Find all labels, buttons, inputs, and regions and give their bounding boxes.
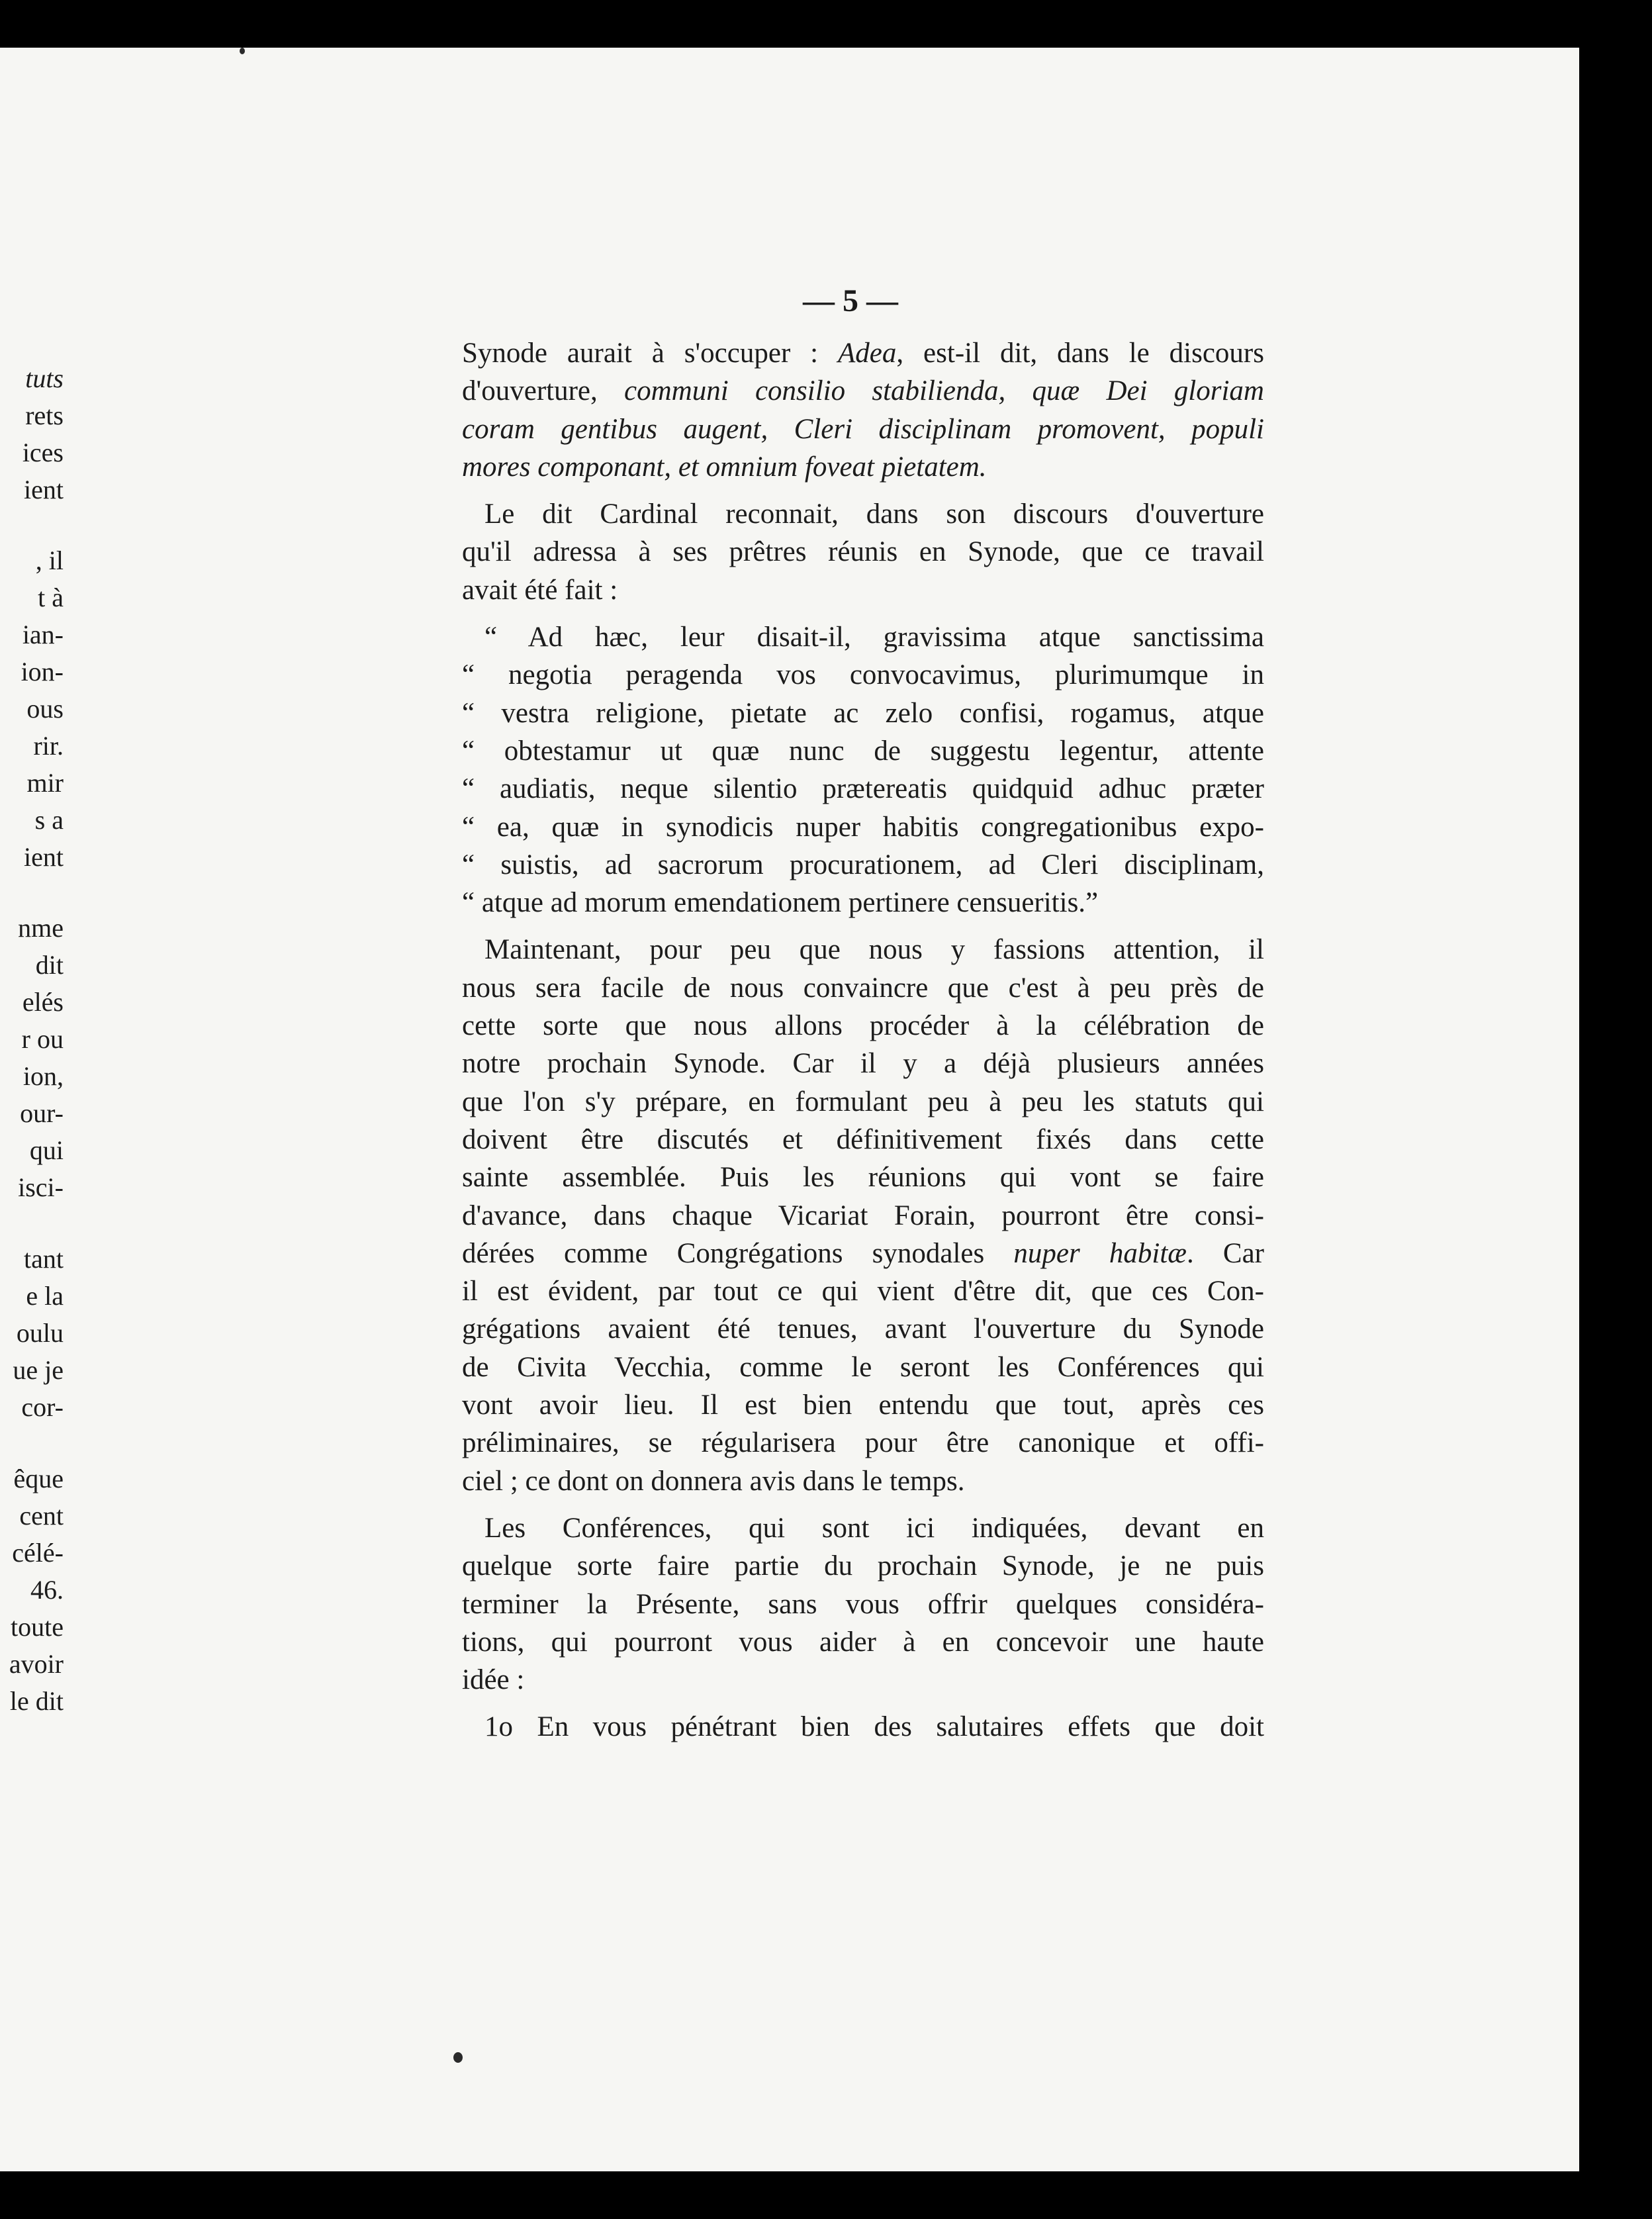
left-fragment: le dit	[9, 1686, 64, 1716]
left-fragment: our-	[20, 1098, 64, 1128]
left-fragment: t à	[38, 583, 64, 612]
text-line: vont avoir lieu. Il est bien entendu que tout, après ces	[462, 1390, 1264, 1421]
text-line: avait été fait :	[462, 574, 618, 606]
text-line: doivent être discutés et définitivement fixés dans cette	[462, 1123, 1264, 1155]
left-fragment: tuts	[25, 363, 64, 393]
text-line: terminer la Présente, sans vous offrir quelques considéra-	[462, 1588, 1264, 1620]
text-line: Synode aurait à s'occuper : Adea, est-il dit, dans le discours	[462, 338, 1264, 369]
left-fragment: elés	[22, 987, 64, 1017]
text-line: “ ea, quæ in synodicis nuper habitis congregationibus expo-	[462, 811, 1264, 843]
left-fragment: avoir	[9, 1649, 64, 1679]
text-line: “ audiatis, neque silentio prætereatis quidquid adhuc præter	[462, 773, 1264, 805]
left-fragment: e la	[26, 1281, 64, 1311]
left-fragment: dit	[35, 950, 64, 980]
left-fragment: 46.	[30, 1575, 64, 1605]
left-fragment: cent	[19, 1501, 64, 1531]
left-fragment: qui	[29, 1135, 64, 1165]
paragraph-gap	[462, 1699, 1264, 1708]
paragraph-gap	[462, 1500, 1264, 1509]
text-line: idée :	[462, 1664, 525, 1696]
text-line: qu'il adressa à ses prêtres réunis en Synode, que ce travail	[462, 536, 1264, 568]
scan-speck	[240, 48, 245, 54]
text-line: “ obtestamur ut quæ nunc de suggestu legentur, attente	[462, 735, 1264, 767]
text-line: notre prochain Synode. Car il y a déjà plusieurs années	[462, 1048, 1264, 1080]
left-fragment: ient	[24, 475, 64, 504]
left-fragment: tant	[24, 1244, 64, 1274]
text-line: Le dit Cardinal reconnait, dans son discours d'ouverture	[484, 498, 1264, 530]
left-fragment: célé-	[12, 1538, 64, 1568]
text-line: “ Ad hæc, leur disait-il, gravissima atque sanctissima	[484, 622, 1264, 653]
text-line: “ atque ad morum emendationem pertinere censueritis.”	[462, 887, 1099, 919]
text-line: coram gentibus augent, Cleri disciplinam promovent, populi	[462, 413, 1264, 445]
scan-speck	[453, 2052, 463, 2063]
text-line: mores componant, et omnium foveat pietatem.	[462, 451, 987, 483]
paragraph-gap	[462, 609, 1264, 618]
text-line: cette sorte que nous allons procéder à la célébration de	[462, 1010, 1264, 1042]
text-line: nous sera facile de nous convaincre que c'est à peu près de	[462, 972, 1264, 1004]
text-line: d'avance, dans chaque Vicariat Forain, pourront être consi-	[462, 1200, 1264, 1231]
left-fragment: isci-	[18, 1172, 64, 1202]
text-line: Les Conférences, qui sont ici indiquées, devant en	[484, 1512, 1264, 1544]
text-line: “ vestra religione, pietate ac zelo confisi, rogamus, atque	[462, 697, 1264, 729]
left-fragment: ian-	[22, 620, 64, 649]
left-fragment: mir	[26, 768, 64, 798]
text-line: préliminaires, se régularisera pour être canonique et offi-	[462, 1427, 1264, 1459]
text-line: Maintenant, pour peu que nous y fassions attention, il	[484, 934, 1264, 966]
left-fragment: oulu	[16, 1318, 64, 1348]
text-line: de Civita Vecchia, comme le seront les Conférences qui	[462, 1351, 1264, 1383]
left-fragment: ous	[26, 694, 64, 724]
facing-page-margin	[0, 48, 77, 1742]
left-fragment: rets	[25, 401, 64, 430]
text-line: ciel ; ce dont on donnera avis dans le temps.	[462, 1465, 965, 1497]
text-line: il est évident, par tout ce qui vient d'être dit, que ces Con-	[462, 1276, 1264, 1307]
left-fragment: r ou	[21, 1024, 64, 1054]
left-fragment: rir.	[33, 731, 64, 761]
left-fragment: ion,	[23, 1061, 64, 1091]
text-line: 1o En vous pénétrant bien des salutaires effets que doit	[484, 1711, 1264, 1743]
page-body	[462, 334, 1264, 1746]
left-fragment: toute	[11, 1612, 64, 1642]
left-fragment: ices	[22, 438, 64, 467]
text-line: dérées comme Congrégations synodales nuper habitæ. Car	[462, 1237, 1264, 1269]
left-fragment: s a	[34, 805, 64, 835]
paragraph-gap	[462, 921, 1264, 931]
left-fragment: ue je	[13, 1355, 64, 1385]
text-line: quelque sorte faire partie du prochain Synode, je ne puis	[462, 1550, 1264, 1582]
text-line: sainte assemblée. Puis les réunions qui vont se faire	[462, 1162, 1264, 1194]
text-line: d'ouverture, communi consilio stabilienda, quæ Dei gloriam	[462, 375, 1264, 407]
left-fragment: ient	[24, 842, 64, 872]
left-fragment: ion-	[21, 657, 64, 686]
text-line: grégations avaient été tenues, avant l'ouverture du Synode	[462, 1313, 1264, 1345]
text-line: “ suistis, ad sacrorum procurationem, ad Cleri disciplinam,	[462, 849, 1264, 880]
left-fragment: cor-	[21, 1392, 64, 1422]
left-fragment: , il	[35, 545, 64, 575]
text-line: tions, qui pourront vous aider à en concevoir une haute	[462, 1626, 1264, 1658]
page-number: — 5 —	[803, 283, 898, 318]
left-fragment: êque	[13, 1464, 64, 1493]
paragraph-gap	[462, 486, 1264, 495]
text-line: que l'on s'y prépare, en formulant peu à peu les statuts qui	[462, 1086, 1264, 1117]
text-line: “ negotia peragenda vos convocavimus, plurimumque in	[462, 659, 1264, 691]
left-fragment: nme	[18, 913, 64, 943]
